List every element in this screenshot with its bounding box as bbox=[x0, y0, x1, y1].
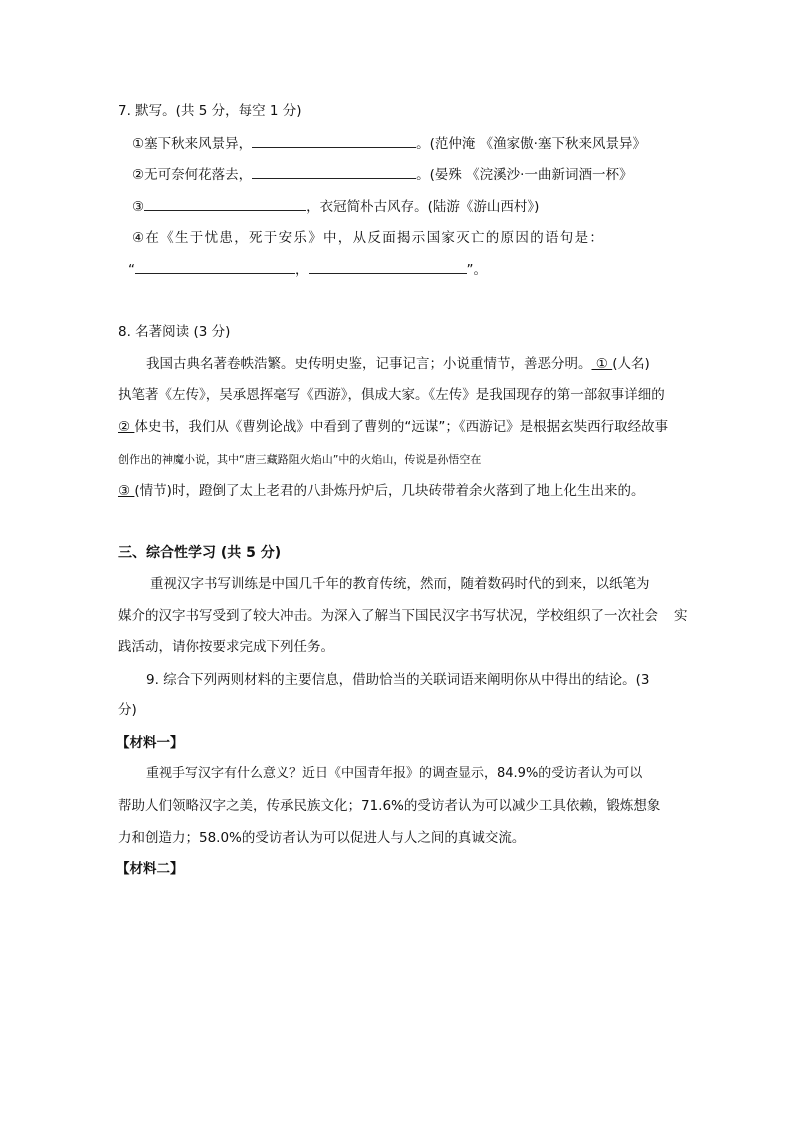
q8-line3-text: 体史书，我们从《曹刿论战》中看到了曹刿的“远谋”；《西游记》是根据玄奘西行取经故事 bbox=[134, 419, 669, 435]
q8-header: 8. 名著阅读 (3 分) bbox=[118, 324, 231, 340]
q9-prompt-line2: 分) bbox=[118, 702, 137, 718]
material1-line3: 力和创造力；58.0%的受访者认为可以促进人与人之间的真诚交流。 bbox=[118, 830, 526, 846]
answer-blank-3[interactable] bbox=[144, 196, 306, 211]
answer-blank-1[interactable] bbox=[252, 133, 416, 148]
q7-item2-source: 。(晏殊 《浣溪沙·一曲新词酒一杯》 bbox=[416, 167, 633, 183]
q8-line5-text: (情节)时，蹬倒了太上老君的八卦炼丹炉后，几块砖带着余火落到了地上化生出来的。 bbox=[134, 483, 645, 499]
q7-item3-number: ③ bbox=[132, 199, 145, 215]
material1-line1: 重视手写汉字有什么意义？近日《中国青年报》的调查显示，84.9%的受访者认为可以 bbox=[146, 766, 643, 781]
q7-item1-source: 。(范仲淹 《渔家傲·塞下秋来风景异》 bbox=[416, 136, 646, 152]
answer-blank-4[interactable] bbox=[135, 259, 295, 274]
q9-prompt-line1: 9. 综合下列两则材料的主要信息，借助恰当的关联词语来阐明你从中得出的结论。(3 bbox=[146, 672, 650, 688]
q7-item1-text: ①塞下秋来风景异， bbox=[132, 136, 253, 152]
q8-line1 bbox=[146, 354, 650, 374]
q7-item4-prompt: ④在《生于忧患，死于安乐》中，从反面揭示国家灭亡的原因的语句是： bbox=[132, 230, 605, 246]
q7-item4-answer bbox=[128, 259, 487, 280]
answer-blank-5[interactable] bbox=[309, 259, 467, 274]
close-quote: ”。 bbox=[466, 262, 487, 278]
q8-line1-text: 我国古典名著卷帙浩繁。史传明史鉴，记事记言；小说重情节，善恶分明。 bbox=[146, 356, 592, 372]
q8-line4: 创作出的神魔小说，其中“唐三藏路阻火焰山”中的火焰山，传说是孙悟空在 bbox=[118, 453, 482, 466]
answer-blank-q8-2[interactable]: ② bbox=[118, 419, 135, 435]
q7-item3 bbox=[132, 196, 539, 217]
q8-line1-tail: (人名) bbox=[612, 356, 650, 372]
material2-title: 【材料二】 bbox=[116, 861, 184, 877]
q8-line2: 执笔著《左传》，吴承恩挥毫写《西游》，俱成大家。《左传》是我国现存的第一部叙事详细的 bbox=[118, 387, 665, 403]
q7-item1 bbox=[132, 133, 646, 154]
section3-header: 三、综合性学习 (共 5 分) bbox=[118, 545, 282, 561]
answer-blank-2[interactable] bbox=[252, 164, 416, 179]
answer-blank-q8-1[interactable]: ① bbox=[591, 356, 613, 372]
material1-line2: 帮助人们领略汉字之美，传承民族文化；71.6%的受访者认为可以减少工具依赖，锻炼想象 bbox=[118, 798, 661, 814]
section3-intro-line3: 践活动，请你按要求完成下列任务。 bbox=[118, 639, 334, 655]
answer-blank-q8-3[interactable]: ③ bbox=[118, 483, 135, 499]
material1-title: 【材料一】 bbox=[116, 735, 184, 751]
section3-intro-line1: 重视汉字书写训练是中国几千年的教育传统，然而，随着数码时代的到来，以纸笔为 bbox=[150, 576, 650, 592]
open-quote: “ bbox=[128, 262, 135, 278]
intro2-text: 媒介的汉字书写受到了较大冲击。为深入了解当下国民汉字书写状况，学校组织了一次社会 bbox=[118, 608, 658, 624]
section3-intro-line2 bbox=[118, 606, 688, 626]
q7-item2-text: ②无可奈何花落去， bbox=[132, 167, 253, 183]
q7-item2 bbox=[132, 164, 632, 185]
comma: ， bbox=[295, 262, 309, 278]
q7-header: 7. 默写。(共 5 分，每空 1 分) bbox=[118, 103, 302, 119]
q8-line5 bbox=[118, 481, 644, 501]
q8-line3 bbox=[118, 417, 668, 437]
intro2-tail: 实 bbox=[674, 608, 688, 624]
q7-item3-source: ，衣冠简朴古风存。(陆游《游山西村》) bbox=[306, 199, 540, 215]
